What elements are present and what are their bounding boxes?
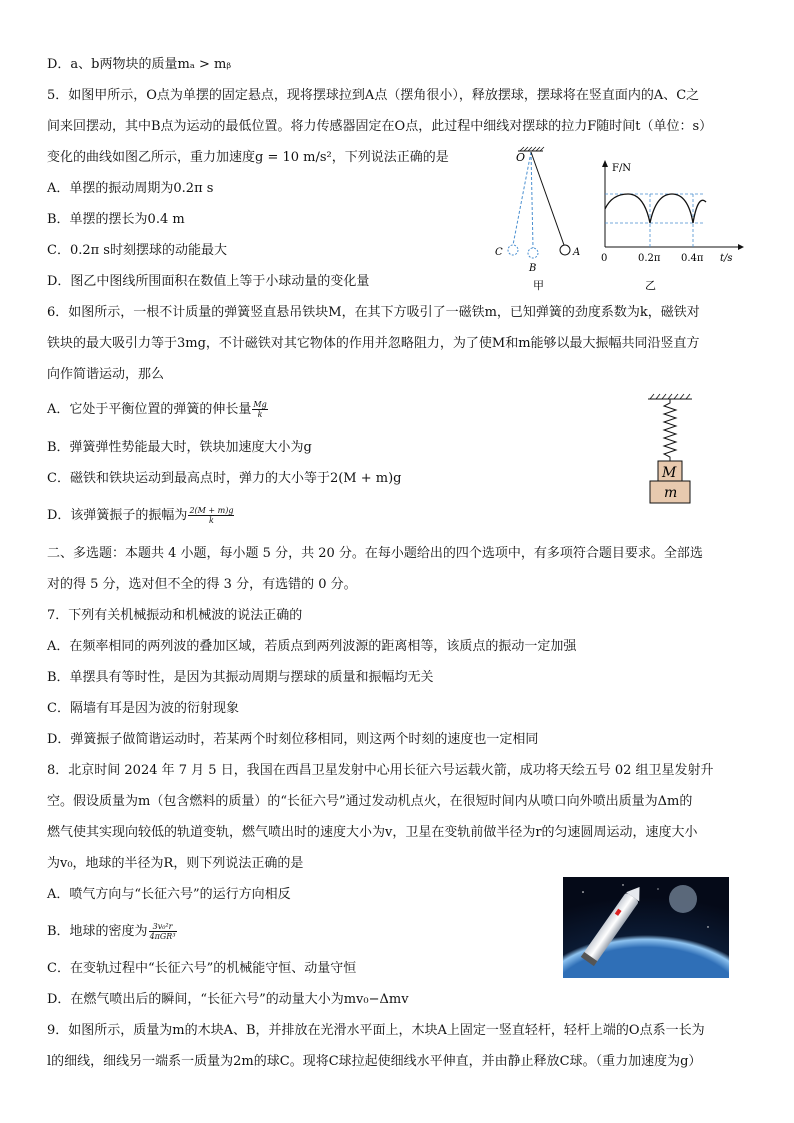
q7-option-c: C．隔墙有耳是因为波的衍射现象: [47, 701, 239, 716]
q5-option-b: B．单摆的摆长为0.4 m: [47, 212, 185, 227]
q6-stem-line1: 6．如图所示，一根不计质量的弹簧竖直悬吊铁块M，在其下方吸引了一磁铁m，已知弹簧的劲度系数为k，磁铁对: [47, 305, 700, 320]
q4-option-d: D．a、b两物块的质量mₐ > mᵦ: [47, 57, 232, 72]
q7-option-b: B．单摆具有等时性，是因为其振动周期与摆球的质量和振幅均无关: [47, 670, 434, 685]
q7-option-a: A．在频率相同的两列波的叠加区域，若质点到两列波源的距离相等，该质点的振动一定加强: [47, 639, 577, 654]
pendulum-label-a: A: [573, 247, 581, 258]
pendulum-label-b: B: [529, 263, 537, 274]
q5-option-d: D．图乙中图线所围面积在数值上等于小球动量的变化量: [47, 274, 370, 289]
caption-yi: 乙: [645, 279, 656, 292]
q8-stem-line4: 为v₀，地球的半径为R，则下列说法正确的是: [47, 856, 304, 871]
q9-stem-line1: 9．如图所示，质量为m的木块A、B，并排放在光滑水平面上，木块A上固定一竖直轻杆，轻杆上端的O点系一长为: [47, 1023, 705, 1038]
q8-option-c: C．在变轨过程中“长征六号”的机械能守恒、动量守恒: [47, 961, 357, 976]
q8-stem-line2: 空。假设质量为m（包含燃料的质量）的“长征六号”通过发动机点火，在很短时间内从喷口向外喷出质量为Δm的: [47, 794, 693, 809]
q5-stem-line1: 5．如图甲所示，O点为单摆的固定悬点，现将摆球拉到A点（摆角很小），释放摆球，摆球将在竖直面内的A、C之: [47, 88, 700, 103]
pendulum-label-c: C: [495, 247, 503, 258]
q8-option-d: D．在燃气喷出后的瞬间，“长征六号”的动量大小为mv₀−Δmv: [47, 992, 409, 1007]
q6-stem-line2: 铁块的最大吸引力等于3mg，不计磁铁对其它物体的作用并忽略阻力，为了使M和m能够以最大振幅共同沿竖直方: [47, 336, 700, 351]
block-small-m-label: m: [664, 485, 678, 501]
section2-heading-line1: 二、多选题：本题共 4 小题，每小题 5 分，共 20 分。在每小题给出的四个选项中，有多项符合题目要求。全部选: [47, 546, 703, 561]
graph-tick-2: 0.4π: [681, 253, 704, 264]
pendulum-label-o: O: [516, 151, 526, 164]
q8-stem-line3: 燃气使其实现向较低的轨道变轨，燃气喷出时的速度大小为v，卫星在变轨前做半径为r的匀速圆周运动，速度大小: [47, 825, 698, 840]
q8-option-a: A．喷气方向与“长征六号”的运行方向相反: [47, 887, 291, 902]
q5-option-a: A．单摆的振动周期为0.2π s: [47, 181, 214, 196]
q6-option-a: A．它处于平衡位置的弹簧的伸长量 $\frac{Mg}{k}$: [47, 400, 267, 419]
q6-option-d: D．该弹簧振子的振幅为 $\frac{2(M + m)g}{k}$: [47, 506, 234, 525]
q6-option-b: B．弹簧弹性势能最大时，铁块加速度大小为g: [47, 440, 312, 455]
q6-stem-line3: 向作简谐运动，那么: [47, 367, 165, 382]
q5-stem-line2: 间来回摆动，其中B点为运动的最低位置。将力传感器固定在O点，此过程中细线对摆球的拉力F随时间t（单位：s）: [47, 119, 713, 134]
q6-option-c: C．磁铁和铁块运动到最高点时，弹力的大小等于2(M + m)g: [47, 471, 402, 486]
q6-figure-spring: [640, 393, 700, 508]
graph-x-label: t/s: [720, 253, 733, 264]
rocket-photo: [563, 877, 729, 978]
section2-heading-line2: 对的得 5 分，选对但不全的得 3 分，有选错的 0 分。: [47, 577, 357, 592]
q8-option-b: B．地球的密度为 $\frac{\text{3v₀²r}}{\text{4πGR³}}$: [47, 922, 176, 941]
q8-stem-line1: 8．北京时间 2024 年 7 月 5 日，我国在西昌卫星发射中心用长征六号运载火箭，成功将天绘五号 02 组卫星发射升: [47, 763, 714, 778]
q5-option-c: C．0.2π s时刻摆球的动能最大: [47, 243, 227, 258]
graph-tick-1: 0.2π: [638, 253, 661, 264]
graph-origin: 0: [601, 253, 608, 264]
q7-option-d: D．弹簧振子做简谐运动时，若某两个时刻位移相同，则这两个时刻的速度也一定相同: [47, 732, 539, 747]
q5-stem-line3: 变化的曲线如图乙所示，重力加速度g = 10 m/s²，下列说法正确的是: [47, 150, 449, 165]
q7-stem: 7．下列有关机械振动和机械波的说法正确的: [47, 608, 303, 623]
q5-figure: [488, 145, 748, 295]
graph-y-label: F/N: [612, 163, 632, 174]
block-big-m-label: M: [662, 465, 677, 481]
q9-stem-line2: l的细线，细线另一端系一质量为2m的球C。现将C球拉起使细线水平伸直，并由静止释放C球。（重力加速度为g）: [47, 1054, 702, 1069]
caption-jia: 甲: [533, 279, 544, 292]
